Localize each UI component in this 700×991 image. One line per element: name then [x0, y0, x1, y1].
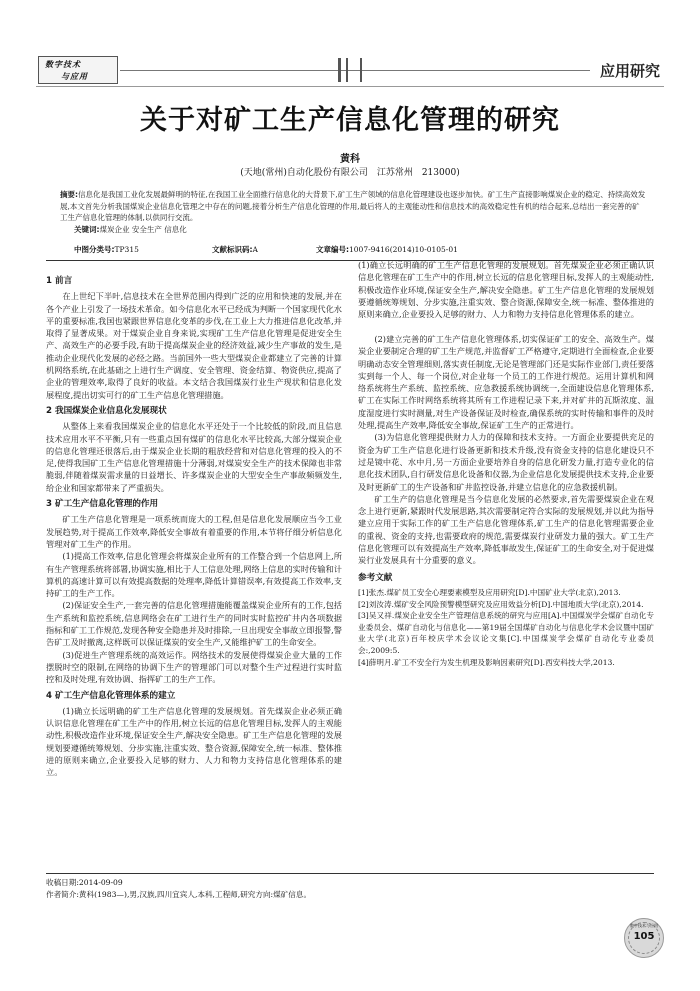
page-number-badge: [624, 918, 664, 958]
references: [358, 572, 654, 668]
section-heading: 4 矿工生产信息化管理体系的建立: [46, 690, 176, 701]
journal-name-line1: 数字技术: [45, 59, 81, 69]
paragraph: (1)确立长远明确的矿工生产信息化管理的发展规划。首先煤炭企业必须正确认识信息化管理在矿工生产中的作用,树立长远的信息化管理目标,发挥人的主观能动性,积极改造作业环境,保证安全生产,解决安全隐患。矿工生产信息化管理的发展规划要遵循统筹规划、分步实施,注重实效、整合资源,保障安全,统一标准、整体推进的原则来确立,企业要投入足够的财力、人力和物力支持信息化管理体系的建立。: [46, 705, 342, 778]
keywords-text: 煤炭企业 安全生产 信息化: [99, 224, 187, 234]
reference-item: [4]薛明月.矿工不安全行为发生机理及影响因素研究[D].西安科技大学,2013.: [358, 657, 615, 667]
section-label: 应用研究: [590, 60, 660, 81]
paragraph: (2)保证安全生产,一套完善的信息化管理措施能覆盖煤炭企业所有的工作,包括生产系统和监控系统,信息网络会在矿工进行生产的同时实时监控矿井内各项数据指标和矿工工作规范,发现各种安全隐患并及时排除,一旦出现安全事故立即报警,警告矿工及时撤离,这样既可以保证煤炭的安全生产,又能维护矿工的生命安全。: [46, 600, 342, 648]
clc-number: 中图分类号:TP315: [74, 245, 139, 254]
page-number: 105: [633, 931, 655, 942]
section-heading: 1 前言: [46, 276, 73, 286]
references-heading: 参考文献: [358, 572, 393, 583]
badge-text: 数字技术与应用: [630, 923, 658, 928]
section-heading: 3 矿工生产信息化管理的作用: [46, 499, 159, 510]
journal-logo: [38, 56, 118, 84]
journal-name-line2: 与应用: [61, 71, 88, 81]
reference-item: [2]刘汝涛.煤矿安全风险预警模型研究及应用效益分析[D].中国地质大学(北京),2014.: [358, 599, 644, 609]
reference-item: [3]吴又祥.煤炭企业安全生产管理信息系统的研究与应用[A].中国煤炭学会煤矿自动化专业委员会、煤矿自动化与信息化——第19届全国煤矿自动化与信息化学术会议暨中国矿业大学(北京)百年校庆学术会议论文集[C].中国煤炭学会煤矿自动化专业委员会:,2009:5.: [358, 611, 654, 655]
paragraph: (3)为信息化管理提供财力人力的保障和技术支持。一方面企业要提供充足的资金为矿工生产信息化进行设备更新和技术升级,没有资金支持的信息化建设只不过是镜中花、水中月,另一方面企业要培养自身的信息化研发力量,打造专业化的信息化技术团队,自行研发信息化设备和仪器,为企业信息化发展提供技术支持,企业要及时更新矿工的生产设备和矿井监控设备,并建立信息化的应急救援机制。: [358, 432, 654, 492]
header-divider: [120, 70, 660, 71]
reference-item: [1]张杰.煤矿员工安全心理要素模型及应用研究[D].中国矿业大学(北京),2013.: [358, 587, 621, 597]
paragraph: 在上世纪下半叶,信息技术在全世界范围内得到广泛的应用和快速的发展,并在各个产业上引发了一场技术革命。如今信息化水平已经成为判断一个国家现代化水平的重要标准,我国也紧跟世界信息化变革的步伐,在工业上大力推进信息化改革,并取得了显著成果。对于煤炭企业自身来说,实现矿工生产信息化管理是促进安全生产、高效生产的必要手段,有助于提高煤炭企业的经济效益,减少生产事故的发生,是推动企业现代化发展的必经之路。当前国外一些大型煤炭企业都建立了完善的计算机网络系统,在此基础之上进行生产调度、安全管理、资金结算、物资供应,提高了企业的管理效率,取得了良好的收益。本文结合我国煤炭行业生产现状和信息化发展程度,提出切实可行的矿工生产信息化管理措施。: [46, 291, 342, 400]
left-column: [46, 271, 342, 778]
header-rule: [36, 86, 664, 87]
paragraph: 矿工生产信息化管理是一项系统而庞大的工程,但是信息化发展顺应当今工业发展趋势,对于提高工作效率,降低安全事故有着重要的作用,本节将仔细分析信息化管理对矿工生产的作用。: [46, 514, 342, 549]
abstract: [60, 189, 646, 224]
paragraph: (1)提高工作效率,信息化管理会将煤炭企业所有的工作整合到一个信息网上,所有生产管理系统将部署,协调实施,相比于人工信息处理,网络上信息的实时传输和计算机的高速计算可以有效提高数据的处理率,降低计算错误率,有效提高工作效率,支持矿工的生产工作。: [46, 551, 342, 599]
section-heading: 2 我国煤炭企业信息化发展现状: [46, 405, 167, 416]
abstract-text: 信息化是我国工业化发展最鲜明的特征,在我国工业全面推行信息化的大背景下,矿工生产领域的信息化管理建设也逐步加快。矿工生产直接影响煤炭企业的稳定、持续高效发展,本文首先分析我国煤炭企业信息化管理之中存在的问题,接着分析生产信息化管理的作用,最后将人的主观能动性和信息技术的高效稳定性有机的结合起来,总结出一套完善的矿工生产信息化管理的体制,以供同行交流。: [60, 190, 646, 222]
article-title: 关于对矿工生产信息化管理的研究: [140, 105, 560, 136]
author-bio: 作者简介:黄科(1983—),男,汉族,四川宜宾人,本科,工程师,研究方向:煤矿信息。: [46, 890, 312, 899]
right-column: [358, 260, 654, 668]
abstract-block: [60, 189, 646, 235]
paragraph-continued: (1)确立长远明确的矿工生产信息化管理的发展规划。首先煤炭企业必须正确认识信息化管理在矿工生产中的作用,树立长远的信息化管理目标,发挥人的主观能动性,积极改造作业环境,保证安全生产,解决安全隐患。矿工生产信息化管理的发展规划要遵循统筹规划、分步实施,注重实效、整合资源,保障安全,统一标准、整体推进的原则来确立,企业要投入足够的财力、人力和物力支持信息化管理体系的建立。: [358, 260, 654, 320]
paragraph: 从整体上来看我国煤炭企业的信息化水平还处于一个比较低的阶段,而且信息技术应用水平不平衡,只有一些重点国有煤矿的信息化水平比较高,大部分煤炭企业的信息化管理还很落后,由于煤炭企业长期的粗放经营和对信息化管理的投入的不足,使得我国矿工生产信息化管理措施十分薄弱,对煤炭安全生产的技术保障也非常脆弱,伴随着煤炭需求量的日益增长、许多煤炭企业的大型安全生产事故频频发生,给企业和国家都带来了严重损失。: [46, 421, 342, 493]
abstract-label: 摘要:: [60, 190, 78, 199]
received-date: 收稿日期:2014-09-09: [46, 878, 123, 887]
footer-rule: [46, 873, 654, 874]
article-number: 文章编号:1007-9416(2014)10-0105-01: [316, 245, 458, 254]
keywords-label: 关键词:: [74, 224, 100, 234]
keywords: [60, 224, 646, 236]
page-header: [36, 56, 664, 84]
header-bars-ornament: [338, 58, 366, 82]
paragraph: 矿工生产的信息化管理是当今信息化发展的必然要求,首先需要煤炭企业在观念上进行更新,紧跟时代发展思路,其次需要制定符合实际的发展规划,并以此为指导建立应用于实际工作的矿工生产信息化管理体系,矿工生产的信息化管理需要企业的重视、资金的支持,也需要政府的规范,需要煤炭行业研发力量的强大。矿工生产信息化管理可以有效提高生产效率,降低事故发生,保证矿工的生命安全,对于促进煤炭行业发展具有十分重要的意义。: [358, 493, 654, 566]
author-affiliation: (天地(常州)自动化股份有限公司 江苏常州 213000): [240, 168, 460, 178]
paragraph: (3)促进生产管理系统的高效运作。网络技术的发展使得煤炭企业大量的工作摆脱时空的限制,在网络的协调下生产的管理部门可以对整个生产过程进行实时监控和及时处理,有效协调、指挥矿工的生产工作。: [46, 649, 342, 685]
document-code: 文献标识码:A: [212, 245, 258, 254]
paragraph: (2)建立完善的矿工生产信息化管理体系,切实保证矿工的安全、高效生产。煤炭企业要制定合理的矿工生产规范,并监督矿工严格遵守,定期进行全面检查,企业要明确动态安全管理细则,落实责任制度,无论是管理部门还是实际作业部门,责任要落实到每一个人、每一个岗位,对企业每一个员工的工作进行规范。运用计算机和网络系统将生产系统、监控系统、应急救援系统协调统一,全面建设信息化管理体系,矿工在实际工作时网络系统将其所有工作进程记录下来,并对矿井的瓦斯浓度、温度湿度进行实时测量,对生产设备保证及时检查,确保系统的实时传输和事件的及时处理,提高生产效率,降低安全事故,保证矿工生产的正常进行。: [358, 334, 654, 431]
author-name: 黄科: [340, 154, 360, 165]
